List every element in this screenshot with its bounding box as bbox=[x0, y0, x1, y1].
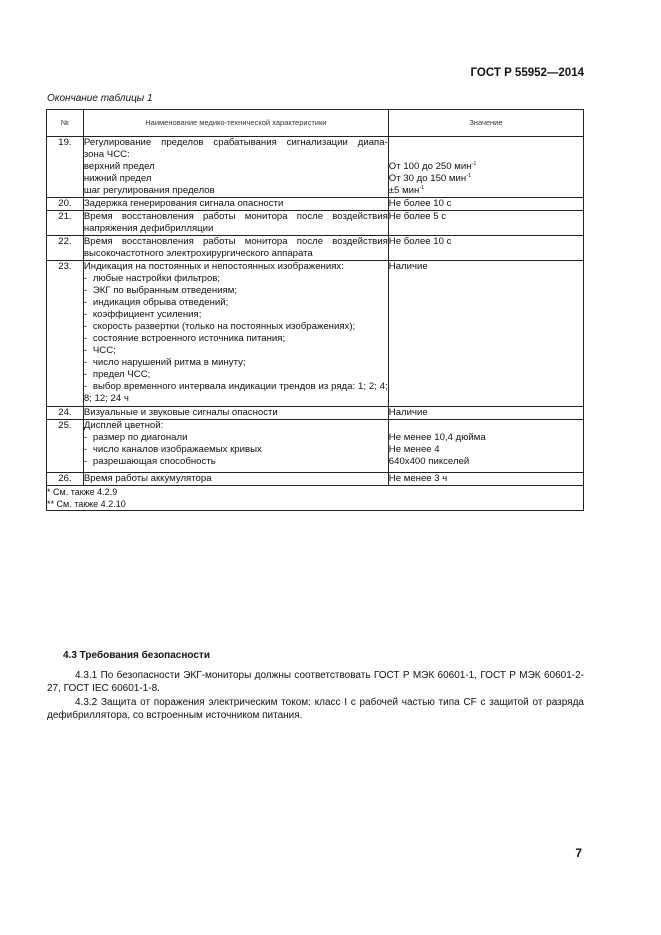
row-value bbox=[388, 420, 583, 473]
table-row bbox=[47, 211, 584, 236]
table-row bbox=[47, 420, 584, 473]
list-item: - индикация обрыва отведений; bbox=[83, 297, 229, 308]
row-value bbox=[388, 137, 583, 198]
column-header-name: Наименование медико-технической характеристики bbox=[83, 110, 388, 137]
list-item: - предел ЧСС; bbox=[83, 369, 151, 380]
table-caption: Окончание таблицы 1 bbox=[47, 93, 153, 104]
row-name bbox=[83, 420, 388, 473]
section-title: 4.3 Требования безопасности bbox=[63, 650, 210, 661]
row-num: 22. bbox=[47, 236, 84, 261]
page-number: 7 bbox=[575, 846, 582, 860]
row-num: 19. bbox=[47, 137, 84, 198]
table-notes bbox=[47, 486, 584, 511]
row-name: Время восстановления работы монитора после воздействия напряжения дефибрилляции bbox=[83, 211, 388, 234]
row-value: Наличие bbox=[388, 407, 583, 420]
row-value: Не более 5 с bbox=[388, 211, 583, 236]
row-value-line: Не менее 4 bbox=[388, 444, 440, 455]
section-paragraph: 4.3.2 Защита от поражения электрическим током: класс I с рабочей частью типа CF с защитой от разряда дефибриллятора, со встроенным источником питания. bbox=[47, 697, 584, 721]
row-num: 24. bbox=[47, 407, 84, 420]
table-header-row bbox=[47, 110, 584, 137]
row-name-line: Дисплей цветной: bbox=[83, 420, 164, 431]
row-value-line: Не менее 10,4 дюйма bbox=[388, 432, 486, 443]
row-name-line: зона ЧСС: bbox=[83, 149, 130, 160]
table-note: * См. также 4.2.9 bbox=[47, 487, 118, 497]
section-paragraph: 4.3.1 По безопасности ЭКГ-мониторы должны соответствовать ГОСТ Р МЭК 60601-1, ГОСТ Р МЭК 60601-2-27, ГОСТ IEC 60601-1-8. bbox=[47, 670, 584, 694]
row-name-line: верхний предел bbox=[83, 161, 155, 172]
list-item: - состояние встроенного источника питания; bbox=[83, 333, 286, 344]
table-row bbox=[47, 198, 584, 211]
list-item: - скорость развертки (только на постоянных изображениях); bbox=[83, 321, 356, 332]
row-num: 23. bbox=[47, 261, 84, 407]
table-row bbox=[47, 137, 584, 198]
list-item: - выбор временного интервала индикации трендов из ряда: 1; 2; 4; 8; 12; 24 ч bbox=[83, 381, 388, 404]
row-num: 26. bbox=[47, 473, 84, 486]
row-name-line: Индикация на постоянных и непостоянных изображениях: bbox=[83, 261, 344, 272]
table-row bbox=[47, 236, 584, 261]
list-item: - любые настройки фильтров; bbox=[83, 273, 221, 284]
row-value-line: 640х400 пикселей bbox=[388, 456, 470, 467]
row-value: Не более 10 с bbox=[388, 236, 583, 261]
row-name: Время восстановления работы монитора после воздействия высокочастотного электрохирургического аппарата bbox=[83, 236, 388, 259]
row-value: Не менее 3 ч bbox=[388, 473, 583, 486]
row-name bbox=[83, 137, 388, 198]
row-num: 21. bbox=[47, 211, 84, 236]
list-item: - размер по диагонали bbox=[83, 432, 188, 443]
row-name-line: шаг регулирования пределов bbox=[83, 185, 215, 196]
column-header-num: № bbox=[47, 110, 84, 137]
table-row bbox=[47, 261, 584, 407]
list-item: - разрешающая способность bbox=[83, 456, 216, 467]
table-row bbox=[47, 473, 584, 486]
row-name-line: Регулирование пределов срабатывания сигнализации диапа- bbox=[83, 137, 388, 148]
row-name: Задержка генерирования сигнала опасности bbox=[83, 198, 388, 211]
list-item: - коэффициент усиления; bbox=[83, 309, 202, 320]
list-item: - ЭКГ по выбранным отведениям; bbox=[83, 285, 238, 296]
table-row bbox=[47, 407, 584, 420]
row-value-line: От 30 до 150 мин$^{-1}$ bbox=[388, 172, 472, 184]
row-num: 20. bbox=[47, 198, 84, 211]
table-note: ** См. также 4.2.10 bbox=[47, 499, 126, 509]
row-value: Не более 10 с bbox=[388, 198, 583, 211]
row-value: Наличие bbox=[388, 261, 583, 407]
table-notes-row bbox=[47, 486, 584, 511]
row-name: Визуальные и звуковые сигналы опасности bbox=[83, 407, 388, 420]
row-name-line: нижний предел bbox=[83, 173, 152, 184]
row-name: Время работы аккумулятора bbox=[83, 473, 388, 486]
column-header-value: Значение bbox=[388, 110, 583, 137]
row-num: 25. bbox=[47, 420, 84, 473]
list-item: - ЧСС; bbox=[83, 345, 116, 356]
spec-table bbox=[46, 109, 584, 511]
list-item: - число нарушений ритма в минуту; bbox=[83, 357, 246, 368]
standard-code: ГОСТ Р 55952—2014 bbox=[470, 67, 584, 79]
row-value-line: ±5 мин$^{-1}$ bbox=[388, 184, 425, 196]
row-value-line: От 100 до 250 мин$^{-1}$ bbox=[388, 160, 477, 172]
list-item: - число каналов изображаемых кривых bbox=[83, 444, 262, 455]
row-name bbox=[83, 261, 388, 407]
